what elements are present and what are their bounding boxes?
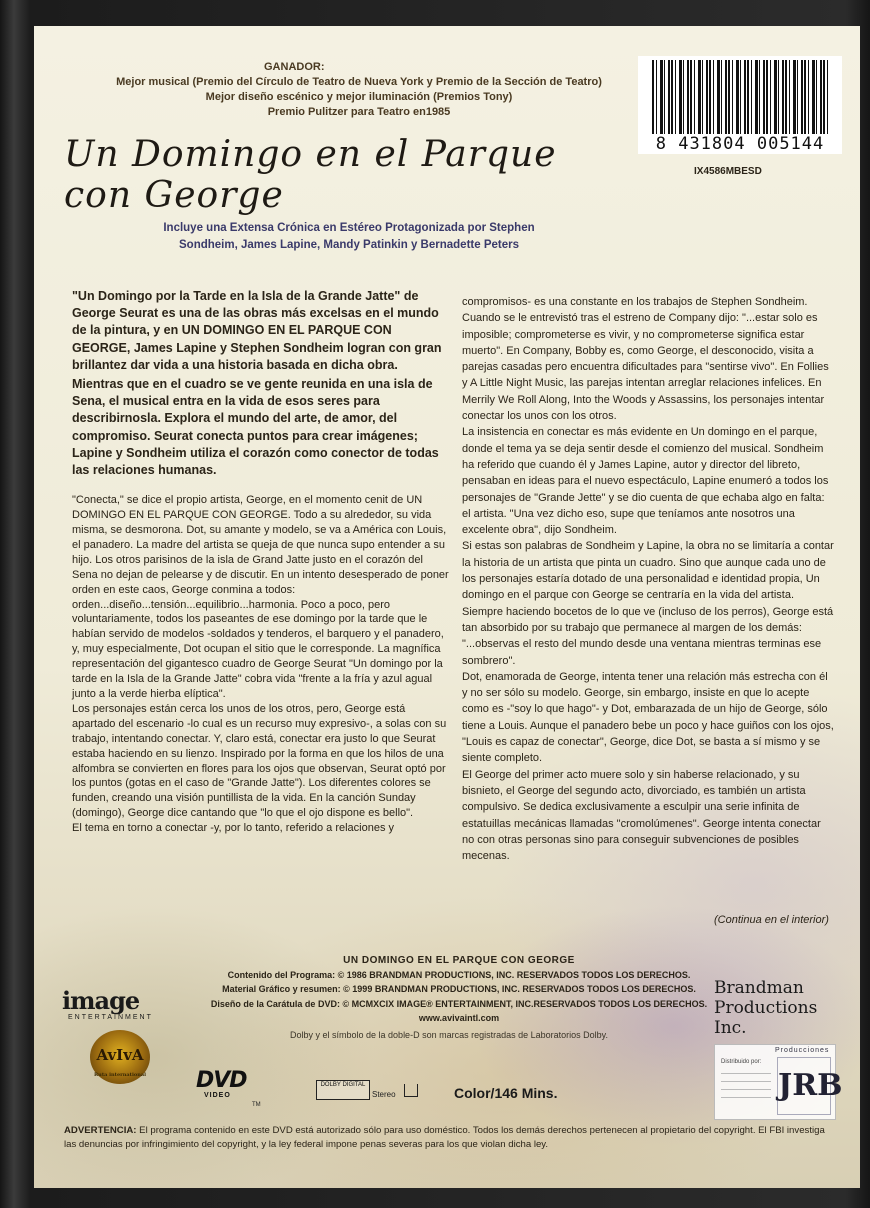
includes-note <box>129 220 569 254</box>
jrb-logo: JRB <box>777 1057 831 1115</box>
credit-line: Contenido del Programa: © 1986 BRANDMAN PRODUCTIONS, INC. RESERVADOS TODOS LOS DERECHOS. <box>227 970 691 981</box>
brandman-logo <box>714 978 844 1038</box>
barcode-number: 8 431804 005144 <box>655 134 825 154</box>
continued-note: (Continua en el interior) <box>714 914 829 926</box>
awards-block <box>74 60 644 120</box>
stereo-label: Stereo <box>372 1090 396 1099</box>
color-runtime: Color/146 Mins. <box>454 1085 558 1101</box>
brandman-line: Productions <box>714 998 818 1018</box>
credits-block <box>174 954 744 1025</box>
award-line: Mejor diseño escénico y mejor iluminación (Premios Tony) <box>205 91 513 103</box>
synopsis-right-column <box>462 294 834 864</box>
warning-text: El programa contenido en este DVD está autorizado sólo para uso doméstico. Todos los demás derechos pertenecen al propietario del copyright. El FBI investiga las denuncias por infringimiento del copyright, y la ley federal impone penas severas para los que violan dicha ley. <box>64 1125 825 1150</box>
body-paragraph: La insistencia en conectar es más evidente en Un domingo en el parque, donde el tema ya se deja sentir desde el comienzo del musical. Sondheim ha referido que cuando él y James Lapine, autor y director del libreto, pensaban en ideas para el nuevo espectáculo, Lapine enumeró a todos los personajes de "Grande Jette" y se dio cuenta de que echaba algo en falta: el artista. "Una vez dicho eso, supe que teníamos ante nosotros una excelente obra", dijo Sondheim. <box>462 426 829 537</box>
body-paragraph: Los personajes están cerca los unos de los otros, pero, George está apartado del escenario -lo cual es un recurso muy expresivo-, a solas con su trabajo, intentando conectar. Y, claro está, conectar era justo lo que Seurat estaba haciendo en su lienzo. Inspirado por la forma en que los hilos de una alfombra se convierten en flores para los ojos que observan, Seurat optó por los puntos (gotas en el caso de "Grande Jatte"). Los diferentes colores se funden, creando una visión puntillista de la vida. En la canción Sunday (domingo), George dice cantando que "lo que el ojo dispone es bello". <box>72 702 447 820</box>
aviva-text: AvIvA <box>96 1046 144 1064</box>
brandman-line: Inc. <box>714 1018 747 1038</box>
jrb-address-lines <box>721 1069 771 1101</box>
synopsis-intro <box>72 288 450 479</box>
body-paragraph: compromisos- es una constante en los trabajos de Stephen Sondheim. Cuando se le entrevistó tras el estreno de Company dijo: "...estar solo es imposible; comprometerse es vivir, y no comprometerse significa estar muerto". En Company, Bobby es, como George, el desconocido, visita a parejas casadas pero encuentra dificultades para "sentirse vivo". En Follies y A Little Night Music, las parejas intentan arreglar relaciones infelices. En Merrily We Roll Along, Into the Woods y Assassins, los personajes intentar conectar los unos con los otros. <box>462 296 829 423</box>
awards-heading: GANADOR: <box>264 61 325 73</box>
dvd-video-sub: VIDEO <box>204 1092 231 1099</box>
synopsis-left-column <box>72 288 450 836</box>
credit-line: Diseño de la Carátula de DVD: © MCMXCIX IMAGE® ENTERTAINMENT, INC.RESERVADOS TODOS LOS DERECHOS. <box>210 998 708 1009</box>
warning-label: ADVERTENCIA: <box>64 1125 137 1136</box>
image-entertainment-sub: ENTERTAINMENT <box>68 1014 153 1021</box>
stereo-icon <box>404 1084 418 1097</box>
jrb-producciones: Producciones <box>775 1047 830 1054</box>
body-paragraph: El George del primer acto muere solo y sin haberse relacionado, y su bisnieto, el George del segundo acto, divorciado, es también un artista compulsivo. Se dedica exclusivamente a esculpir una serie infinita de estatuillas mecánicas llamadas "cromolúmenes". George intenta conectar no con otras personas sino para conseguir subvenciones de posibles mecenas. <box>462 768 821 863</box>
catalog-code: IX4586MBESD <box>694 166 762 177</box>
award-line: Mejor musical (Premio del Círculo de Teatro de Nueva York y Premio de la Sección de Teatro) <box>116 76 602 88</box>
includes-line: Sondheim, James Lapine, Mandy Patinkin y Bernadette Peters <box>179 239 519 251</box>
synopsis-body <box>72 493 450 836</box>
body-paragraph: Dot, enamorada de George, intenta tener una relación más estrecha con él y no ser sólo su modelo. George, sin embargo, insiste en que lo acepte como es -"soy lo que hago"- y Dot, embarazada de un hijo de George, sólo tiene a Louis. Aunque el panadero bebe un poco y hace guiños con los ojos, "Louis es capaz de conectar", George, dice Dot, se basta a sí mismo y se siente completo. <box>462 670 834 765</box>
barcode-bars <box>652 60 828 134</box>
back-cover <box>34 26 860 1188</box>
jrb-distributor <box>714 1044 843 1120</box>
dolby-digital-logo: DOLBY DIGITAL <box>316 1080 370 1100</box>
body-paragraph: "Conecta," se dice el propio artista, George, en el momento cenit de UN DOMINGO EN EL PARQUE CON GEORGE. Todo a su alrededor, su vida misma, se desmorona. Dot, su amante y modelo, se va a América con Louis, el panadero. La madre del artista se queja de que nunca supo entender a su hijo. Los otros parisinos de la isla de Grand Jatte justo en el corazón del Sena no dejan de pelearse y de discutir. En un intento desesperado de poner orden en este caos, George conmina a todos: orden...diseño...tensión...equilibrio...harmonia. Poco a poco, pero voluntariamente, todos los paseantes de ese domingo por la tarde que le habían servido de modelos -soldados y tenderos, el barquero y el panadero, y, muy especialmente, Dot ocupan el sitio que le corresponde. La magnífica representación del gigantesco cuadro de George Seurat "Un domingo por la tarde en la Isla de la Grande Jatte" cobra vida "frente a la fría y azul agual junto a la verde hierba elíptica". <box>72 494 449 701</box>
image-entertainment-logo: image <box>62 986 140 1015</box>
intro-paragraph: "Un Domingo por la Tarde en la Isla de la Grande Jatte" de George Seurat es una de las obras más excelsas en el mundo de la pintura, y en UN DOMINGO EN EL PARQUE CON GEORGE, James Lapine y Stephen Sondheim logran con gran brillantez dar vida a una historia basada en dicha obra. <box>72 289 442 372</box>
barcode <box>638 56 842 154</box>
jrb-distributed-by: Distribuido por: <box>721 1059 762 1065</box>
aviva-logo <box>90 1030 150 1084</box>
credits-title: UN DOMINGO EN EL PARQUE CON GEORGE <box>343 955 575 966</box>
dvd-video-logo: DVD <box>196 1068 247 1093</box>
credit-line: Material Gráfico y resumen: © 1999 BRANDMAN PRODUCTIONS, INC. RESERVADOS TODOS LOS DERECHOS. <box>222 984 696 995</box>
intro-paragraph: Mientras que en el cuadro se ve gente reunida en una isla de Sena, el musical entra en la vida de esos seres para describirnosla. Explora el mundo del arte, de amor, del compromiso. Seurat conecta puntos para crear imágenes; Lapine y Sondheim utiliza el corazón como conector de todas las relaciones humanas. <box>72 377 439 478</box>
includes-line: Incluye una Extensa Crónica en Estéreo Protagonizada por Stephen <box>163 222 535 234</box>
body-paragraph: Si estas son palabras de Sondheim y Lapine, la obra no se limitaría a contar la historia de un artista que pinta un cuadro. Sino que aunque cada uno de los personajes estaría dotado de una personalidad e identidad propia, Un domingo en el parque con George se centraría en la vida del artista. Siempre haciendo bocetos de lo que ve (incluso de los perros), George está tan absorbido por su trabajo que permanece al margen de los demás: "...observas el resto del mundo desde una ventana mientras terminas ese sombrero". <box>462 540 834 667</box>
body-paragraph: El tema en torno a conectar -y, por lo tanto, referido a relaciones y <box>72 822 395 835</box>
aviva-sub: Ruta international <box>94 1072 146 1078</box>
trademark: TM <box>252 1102 261 1108</box>
movie-title: Un Domingo en el Parque con George <box>64 134 557 216</box>
award-line: Premio Pulitzer para Teatro en1985 <box>267 106 451 118</box>
legal-warning <box>64 1124 834 1152</box>
website: www.avivaintl.com <box>418 1012 500 1023</box>
brandman-line: Brandman <box>714 978 804 998</box>
dolby-note: Dolby y el símbolo de la doble-D son marcas registradas de Laboratorios Dolby. <box>290 1030 608 1040</box>
